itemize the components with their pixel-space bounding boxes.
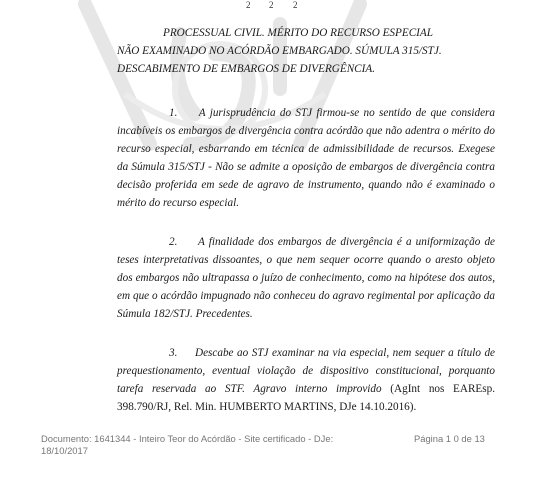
summary-line: PROCESSUAL CIVIL. MÉRITO DO RECURSO ESPECIAL [163,27,433,39]
paragraph-number: 2. [169,236,178,248]
top-mark: 2 [293,0,298,10]
summary-line: NÃO EXAMINADO NO ACÓRDÃO EMBARGADO. SÚMULA 315/STJ. [117,45,442,57]
footer-page-number: Página 1 0 de 13 [414,433,485,444]
summary-line: DESCABIMENTO DE EMBARGOS DE DIVERGÊNCIA. [117,63,375,75]
citation: (AgInt nos EAREsp. 398.790/RJ, Rel. Min. HUMBERTO MARTINS, DJe 14.10.2016). [117,383,495,413]
paragraph-text: A jurisprudência do STJ firmou-se no sentido de que considera incabíveis os embargos de divergência contra acórdão que não adentra o mérito do recurso especial, esbarrando em técnica de admissibilidade de recursos. Exegese da Súmula 315/STJ - Não se admite a oposição de embargos de divergência contra decisão proferida em sede de agravo de instrumento, quando não é examinado o mérito do recurso especial. [117,107,496,209]
paragraph-number: 3. [169,347,178,359]
paragraph-text: Descabe ao STJ examinar na via especial, nem sequer a título de prequestionamento, eventual violação de dispositivo constitucional, porquanto tarefa reservada ao STF. Agravo interno improvido [117,347,495,395]
footer-document-info: Documento: 1641344 - Inteiro Teor do Acórdão - Site certificado - DJe: 18/10/2017 [41,433,334,456]
top-page-marks [0,0,535,10]
paragraph-1 [117,104,495,212]
paragraph-text: A finalidade dos embargos de divergência é a uniformização de teses interpretativas dissoantes, o que nem sequer ocorre quando o aresto objeto dos embargos não ultrapassa o juízo de conhecimento, como na hipótese dos autos, em que o acórdão impugnado não conheceu do agravo regimental por aplicação da Súmula 182/STJ. Precedentes. [117,236,495,320]
paragraph-2 [117,233,495,323]
top-mark: 2 [269,0,274,10]
ementa-block [117,24,495,416]
paragraph-3 [117,344,495,416]
top-mark: 2 [246,0,251,10]
summary-heading [117,24,495,78]
paragraph-number: 1. [169,107,178,119]
